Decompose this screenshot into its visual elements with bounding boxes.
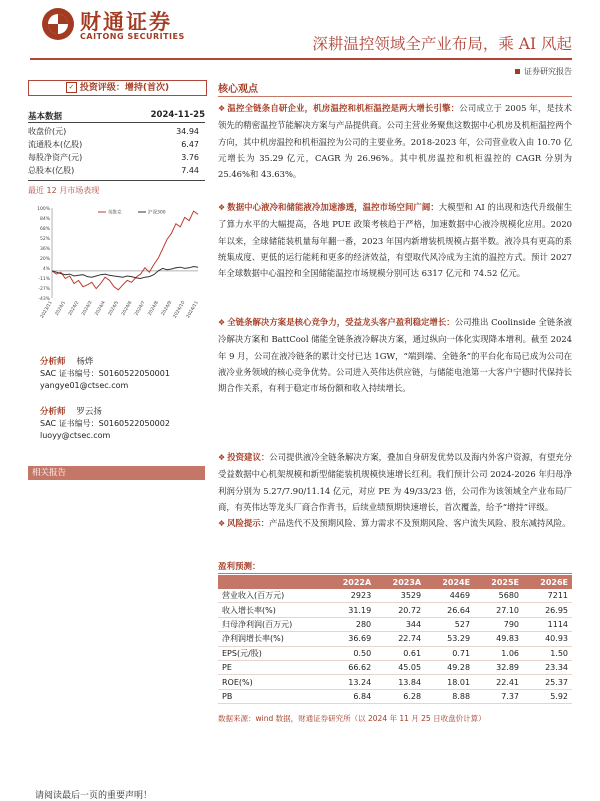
row-label-cell: ROE(%) bbox=[218, 675, 325, 689]
basic-data-label: 收盘价(元) bbox=[28, 127, 67, 136]
report-type-label: 证券研究报告 bbox=[524, 67, 572, 76]
value-cell: 18.01 bbox=[425, 675, 474, 689]
performance-chart bbox=[28, 198, 205, 338]
core-point-investment bbox=[218, 449, 572, 515]
analyst-2-sac: SAC 证书编号：S0160522050002 bbox=[40, 419, 170, 428]
table-header-cell: 2024E bbox=[425, 575, 474, 589]
basic-data-table bbox=[28, 125, 205, 177]
table-header-cell bbox=[218, 575, 325, 589]
core-views-divider bbox=[218, 96, 572, 97]
diamond-bullet-icon: ❖ bbox=[218, 203, 226, 212]
core-point-heading: 数据中心液冷和储能液冷加速渗透，温控市场空间广阔： bbox=[227, 202, 439, 212]
basic-data-row bbox=[28, 138, 205, 151]
y-tick-label: -27% bbox=[38, 287, 50, 292]
value-cell: 26.95 bbox=[523, 603, 572, 617]
table-header-cell: 2025E bbox=[474, 575, 523, 589]
value-cell: 7211 bbox=[523, 589, 572, 603]
performance-chart-title: 最近 12 月市场表现 bbox=[28, 186, 100, 195]
analyst-label: 分析师 bbox=[40, 357, 66, 367]
core-point-body: 公司推出 Coolinside 全链条液冷解决方案和 BattCool 储能全链条液冷解决方案，通过纵向一体化实现降本增利。截至 2024 年 9 月，公司在液冷链条的累计交付已达 1GW，“端到端、全链条”的平台化布局已成为公司在液冷业务领域的核心竞争优势。公司进入英伟达供应链，与储能电池第一大客户宁德时代保持长期合作关系，有利于稳定市场份额和收入持续增长。 bbox=[218, 317, 573, 394]
x-tick-label: 2024/11 bbox=[186, 300, 200, 320]
core-point-heading: 全链条解决方案是核心竞争力，受益龙头客户盈利稳定增长： bbox=[227, 317, 455, 327]
basic-data-label: 总股本(亿股) bbox=[28, 166, 75, 175]
y-tick-label: 4% bbox=[42, 267, 50, 272]
row-label-cell: 净利润增长率(%) bbox=[218, 632, 325, 646]
data-source-note: 数据来源：wind 数据，财通证券研究所（以 2024 年 11 月 25 日收盘价计算） bbox=[218, 714, 486, 723]
basic-data-header bbox=[28, 110, 205, 122]
table-row bbox=[218, 660, 572, 674]
basic-data-divider bbox=[28, 180, 205, 181]
x-tick-label: 2024/6 bbox=[121, 300, 134, 317]
x-tick-label: 2024/7 bbox=[134, 300, 147, 317]
y-tick-label: 100% bbox=[37, 207, 50, 212]
value-cell: 790 bbox=[474, 617, 523, 631]
row-label-cell: 收入增长率(%) bbox=[218, 603, 325, 617]
row-label-cell: PB bbox=[218, 689, 325, 703]
row-label-cell: EPS(元/股) bbox=[218, 646, 325, 660]
y-tick-label: -11% bbox=[38, 277, 50, 282]
value-cell: 36.69 bbox=[325, 632, 375, 646]
core-point-body: 产品迭代不及预期风险、算力需求不及预期风险、客户流失风险、股东减持风险。 bbox=[269, 518, 571, 528]
square-bullet-icon bbox=[515, 69, 520, 74]
value-cell: 1114 bbox=[523, 617, 572, 631]
value-cell: 66.62 bbox=[325, 660, 375, 674]
value-cell: 1.06 bbox=[474, 646, 523, 660]
value-cell: 40.93 bbox=[523, 632, 572, 646]
value-cell: 32.89 bbox=[474, 660, 523, 674]
x-tick-label: 2024/10 bbox=[172, 300, 187, 320]
value-cell: 4469 bbox=[425, 589, 474, 603]
basic-data-row bbox=[28, 151, 205, 164]
value-cell: 13.24 bbox=[325, 675, 375, 689]
rating-box bbox=[28, 80, 207, 96]
value-cell: 0.50 bbox=[325, 646, 375, 660]
legend-label: 沪深300 bbox=[148, 210, 166, 216]
value-cell: 20.72 bbox=[375, 603, 425, 617]
value-cell: 13.84 bbox=[375, 675, 425, 689]
row-label-cell: 营业收入(百万元) bbox=[218, 589, 325, 603]
value-cell: 5.92 bbox=[523, 689, 572, 703]
diamond-bullet-icon: ❖ bbox=[218, 519, 226, 528]
x-tick-label: 2023/11 bbox=[40, 300, 54, 320]
value-cell: 280 bbox=[325, 617, 375, 631]
row-label-cell: 归母净利润(百万元) bbox=[218, 617, 325, 631]
value-cell: 25.37 bbox=[523, 675, 572, 689]
brand-name-en: CAITONG SECURITIES bbox=[80, 32, 185, 41]
analyst-2-email[interactable]: luoyy@ctsec.com bbox=[40, 431, 111, 440]
earnings-forecast-title: 盈利预测： bbox=[218, 562, 261, 572]
diamond-bullet-icon: ❖ bbox=[218, 453, 226, 462]
x-tick-label: 2024/8 bbox=[147, 300, 160, 317]
basic-data-value: 6.47 bbox=[181, 140, 199, 149]
basic-data-title: 基本数据 bbox=[28, 112, 63, 122]
value-cell: 31.19 bbox=[325, 603, 375, 617]
value-cell: 27.10 bbox=[474, 603, 523, 617]
y-tick-label: 52% bbox=[39, 237, 50, 242]
core-point-body: 大模型和 AI 的出现和迭代升级催生了算力水平的大幅提高，各地 PUE 政策考核趋于严格，加速数据中心液冷规模化应用。2020 年以来，全球储能装机量每年翻一番，2023 年国内新增装机规模占据半数。液冷具有更高的系统集成度、更低的运行能耗和更多的经济效益，有望取代风冷成为主流的温控方式。预计 2027 年全球数据中心温控和全国储能温控市场规模分别可达 6317 亿元和 74.52 亿元。 bbox=[218, 202, 573, 279]
core-point-business bbox=[218, 100, 572, 182]
rating-icon: ✓ bbox=[66, 82, 77, 93]
core-point-heading: 风险提示： bbox=[227, 518, 270, 528]
core-point-body: 公司提供液冷全链条解决方案，叠加自身研发优势以及海内外客户资源，有望充分受益数据中心机架规模和新型储能装机规模快速增长红利。我们预计公司 2024-2026 年归母净利润分别为 5.27/7.90/11.14 亿元，对应 PE 为 49/33/23 倍，公司作为该领域全产业布局厂商，有英伟达等龙头厂商合作背书，后续业绩预期快速增长，首次覆盖，给予“增持”评级。 bbox=[218, 452, 573, 512]
table-row bbox=[218, 632, 572, 646]
value-cell: 8.88 bbox=[425, 689, 474, 703]
basic-data-divider bbox=[28, 122, 205, 123]
row-label-cell: PE bbox=[218, 660, 325, 674]
value-cell: 0.71 bbox=[425, 646, 474, 660]
table-row bbox=[218, 589, 572, 603]
value-cell: 1.50 bbox=[523, 646, 572, 660]
value-cell: 0.61 bbox=[375, 646, 425, 660]
rating-text: 投资评级：增持(首次) bbox=[79, 83, 170, 93]
value-cell: 2923 bbox=[325, 589, 375, 603]
basic-data-value: 3.76 bbox=[181, 153, 199, 162]
y-tick-label: 20% bbox=[39, 257, 50, 262]
basic-data-label: 流通股本(亿股) bbox=[28, 140, 83, 149]
basic-data-value: 7.44 bbox=[181, 166, 199, 175]
report-type bbox=[515, 66, 572, 77]
table-row bbox=[218, 675, 572, 689]
basic-data-value: 34.94 bbox=[176, 127, 199, 136]
analyst-label: 分析师 bbox=[40, 407, 66, 417]
caitong-logo-icon bbox=[40, 6, 76, 42]
table-row bbox=[218, 617, 572, 631]
header-divider bbox=[30, 58, 572, 60]
basic-data-row bbox=[28, 164, 205, 177]
basic-data-label: 每股净资产(元) bbox=[28, 153, 83, 162]
value-cell: 23.34 bbox=[523, 660, 572, 674]
x-tick-label: 2024/1 bbox=[54, 300, 68, 317]
diamond-bullet-icon: ❖ bbox=[218, 104, 226, 113]
core-point-heading: 温控全链条自研企业，机房温控和机柜温控是两大增长引擎： bbox=[227, 103, 460, 113]
value-cell: 527 bbox=[425, 617, 474, 631]
related-reports-header: 相关报告 bbox=[28, 466, 205, 480]
x-tick-label: 2024/2 bbox=[68, 300, 81, 317]
basic-data-date: 2024-11-25 bbox=[150, 110, 205, 120]
x-tick-label: 2024/4 bbox=[94, 300, 107, 317]
core-point-market bbox=[218, 199, 572, 281]
y-tick-label: -43% bbox=[38, 297, 50, 302]
core-point-body: 公司成立于 2005 年，是技术领先的精密温控节能解决方案与产品提供商。公司主营业务聚焦这数据中心机房及机柜温控两个方向，其中机房温控和机柜温控为公司的主要业务。2018-2023 年，公司营业收入由 10.70 亿元增长为 35.29 亿元，CAGR 为 26.96%。其中机房温控和机柜温控的 CAGR 分别为 25.46%和 43.63%。 bbox=[218, 103, 573, 180]
value-cell: 6.84 bbox=[325, 689, 375, 703]
table-header-row bbox=[218, 575, 572, 589]
legend-label: 英维克 bbox=[108, 210, 122, 216]
table-header-cell: 2023A bbox=[375, 575, 425, 589]
table-body bbox=[218, 589, 572, 704]
report-title: 深耕温控领域全产业布局，乘 AI 风起 bbox=[312, 35, 572, 53]
analyst-name: 罗云扬 bbox=[76, 407, 102, 417]
analyst-1-sac: SAC 证书编号：S0160522050001 bbox=[40, 369, 170, 378]
earnings-forecast-divider bbox=[218, 573, 572, 574]
core-point-competitiveness bbox=[218, 314, 572, 396]
table-header-cell: 2026E bbox=[523, 575, 572, 589]
x-tick-label: 2024/3 bbox=[81, 300, 94, 317]
value-cell: 26.64 bbox=[425, 603, 474, 617]
table-row bbox=[218, 646, 572, 660]
earnings-forecast-table bbox=[218, 575, 572, 704]
y-tick-label: 84% bbox=[39, 217, 50, 222]
value-cell: 49.83 bbox=[474, 632, 523, 646]
disclaimer-notice: 请阅读最后一页的重要声明！ bbox=[35, 791, 153, 801]
core-point-risk bbox=[218, 515, 572, 532]
series-line-index bbox=[52, 267, 198, 279]
basic-data-row bbox=[28, 125, 205, 138]
value-cell: 5680 bbox=[474, 589, 523, 603]
brand-name-cn: 财通证券 bbox=[80, 10, 172, 34]
table-row bbox=[218, 689, 572, 703]
y-tick-label: 36% bbox=[39, 247, 50, 252]
diamond-bullet-icon: ❖ bbox=[218, 318, 226, 327]
table-header-cell: 2022A bbox=[325, 575, 375, 589]
core-point-heading: 投资建议： bbox=[227, 452, 270, 462]
value-cell: 45.05 bbox=[375, 660, 425, 674]
value-cell: 22.41 bbox=[474, 675, 523, 689]
core-views-title: 核心观点 bbox=[218, 84, 258, 95]
analyst-2-name bbox=[40, 405, 102, 417]
value-cell: 344 bbox=[375, 617, 425, 631]
value-cell: 3529 bbox=[375, 589, 425, 603]
analyst-1-email[interactable]: yangye01@ctsec.com bbox=[40, 381, 129, 390]
value-cell: 7.37 bbox=[474, 689, 523, 703]
analyst-1-name bbox=[40, 355, 93, 367]
x-tick-label: 2024/5 bbox=[107, 300, 121, 317]
y-tick-label: 68% bbox=[39, 227, 50, 232]
value-cell: 6.28 bbox=[375, 689, 425, 703]
table-row bbox=[218, 603, 572, 617]
series-line-company bbox=[52, 211, 198, 290]
value-cell: 49.28 bbox=[425, 660, 474, 674]
analyst-name: 杨烨 bbox=[76, 357, 94, 367]
value-cell: 53.29 bbox=[425, 632, 474, 646]
value-cell: 22.74 bbox=[375, 632, 425, 646]
x-tick-label: 2024/9 bbox=[160, 300, 174, 317]
